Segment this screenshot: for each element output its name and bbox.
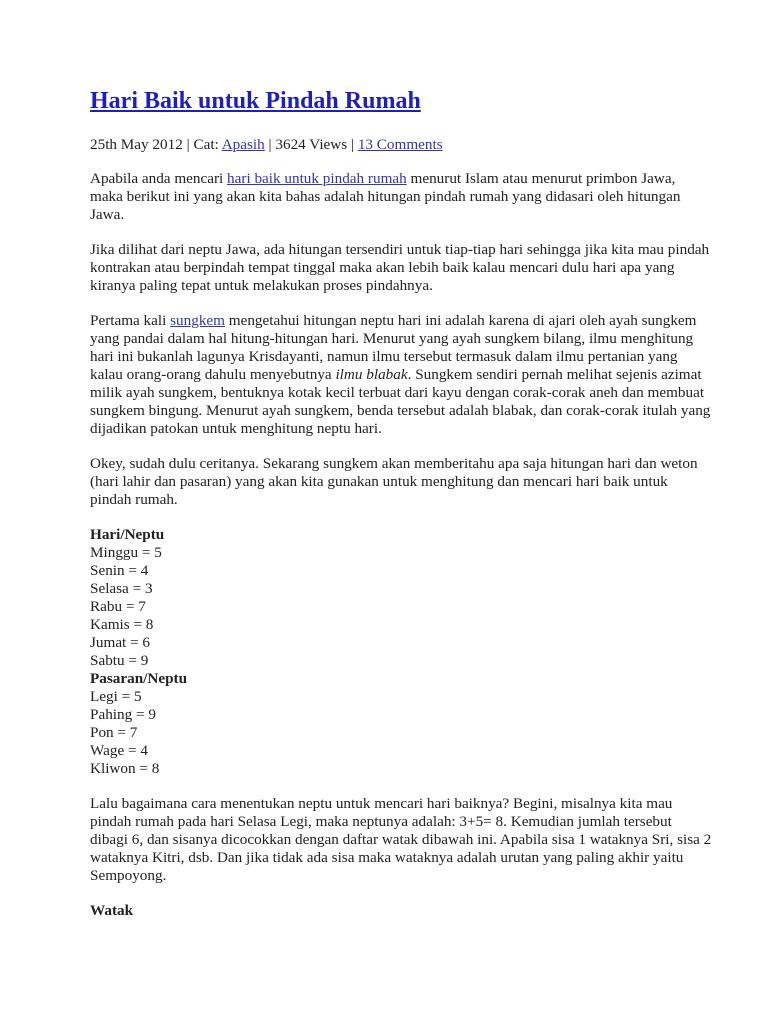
meta-separator: | Cat: [182,136,222,153]
text: . Sungkem sendiri pernah melihat sejenis azimat milik ayah sungkem, bentuknya kotak kecil terbuat dari kayu dengan corak-corak aneh dan membuat sungkem bingung. Menurut ayah sungkem, benda tersebut adalah blabak, dan corak-corak itulah yang dijadikan patokan untuk menghitung neptu hari. [90,366,711,437]
title-link[interactable]: Hari Baik untuk Pindah Rumah [90,88,421,114]
page-title [90,86,712,116]
text: Apabila anda mencari [90,170,228,187]
italic-term: ilmu blabak [335,366,408,383]
post-date: 25th May 2012 [90,136,183,153]
text: Pertama kali [90,312,171,329]
list-item: Pon = 7 [90,724,138,741]
article [90,86,712,937]
list-item: Wage = 4 [90,742,148,759]
sungkem-link[interactable]: sungkem [170,312,225,329]
list-item: Jumat = 6 [90,634,151,651]
comments-link[interactable]: 13 Comments [357,136,443,153]
list-item: Kamis = 8 [90,616,154,633]
list-item: Legi = 5 [90,688,142,705]
text: menurut Islam atau menurut primbon Jawa, maka berikut ini yang akan kita bahas adalah hitungan pindah rumah yang didasari oleh hitungan Jawa. [90,170,681,223]
list-item: Rabu = 7 [90,598,146,615]
pasaran-heading: Pasaran/Neptu [90,670,188,687]
list-item: Pahing = 9 [90,706,156,723]
list-item: Senin = 4 [90,562,149,579]
paragraph-intro [90,170,712,224]
list-item: Kliwon = 8 [90,760,160,777]
text: mengetahui hitungan neptu hari ini adalah karena di ajari oleh ayah sungkem yang pandai dalam hal hitung-hitungan hari. Menurut yang ayah sungkem bilang, ilmu menghitung hari ini bukanlah lagunya Krisdayanti, namun ilmu tersebut termasuk dalam ilmu pertanian yang kalau orang-orang dahulu menyebutnya [90,312,697,383]
paragraph-2: Jika dilihat dari neptu Jawa, ada hitungan tersendiri untuk tiap-tiap hari sehingga jika kita mau pindah kontrakan atau berpindah tempat tinggal maka akan lebih baik kalau mencari dulu hari apa yang kiranya paling tepat untuk melakukan proses pindahnya. [90,241,710,294]
views-count: | 3624 Views | [264,136,358,153]
watak-heading: Watak [90,902,134,919]
list-item: Sabtu = 9 [90,652,149,669]
list-item: Minggu = 5 [90,544,162,561]
paragraph-3 [90,312,712,438]
keyword-link[interactable]: hari baik untuk pindah rumah [227,170,407,187]
paragraph-5: Lalu bagaimana cara menentukan neptu untuk mencari hari baiknya? Begini, misalnya kita mau pindah rumah pada hari Selasa Legi, maka neptunya adalah: 3+5= 8. Kemudian jumlah tersebut dibagi 6, dan sisanya dicocokkan dengan daftar watak dibawah ini. Apabila sisa 1 wataknya Sri, sisa 2 wataknya Kitri, dsb. Dan jika tidak ada sisa maka wataknya adalah urutan yang paling akhir yaitu Sempoyong. [90,795,712,884]
post-meta [90,136,712,154]
paragraph-4: Okey, sudah dulu ceritanya. Sekarang sungkem akan memberitahu apa saja hitungan hari dan weton (hari lahir dan pasaran) yang akan kita gunakan untuk menghitung dan mencari hari baik untuk pindah rumah. [90,455,698,508]
list-item: Selasa = 3 [90,580,153,597]
neptu-lists [90,526,712,778]
category-link[interactable]: Apasih [221,136,265,153]
hari-heading: Hari/Neptu [90,526,165,543]
